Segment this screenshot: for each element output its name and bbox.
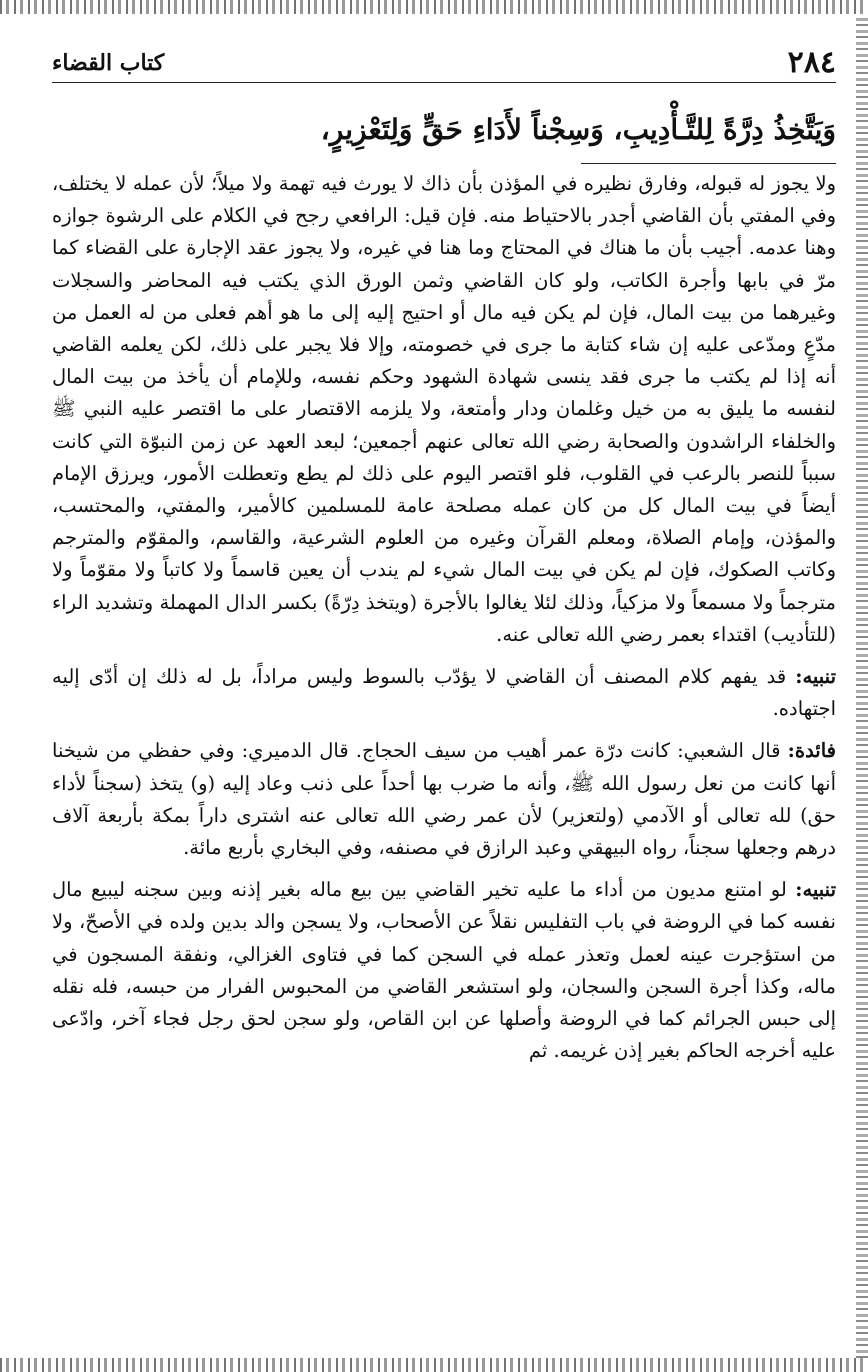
- note-paragraph-2: [52, 874, 836, 1067]
- note-text-2: لو امتنع مديون من أداء ما عليه تخير القاضي بين بيع ماله بغير إذنه وبين سجنه ليبيع مال نفسه كما في الروضة في باب التفليس نقلاً عن الأصحاب، ولا يسجن والد بدين ولده في الأصحّ، ولا من استؤجرت عينه لعمل وتعذر عمله في السجن كما في فتاوى الغزالي، ونفقة المسجون في ماله، وكذا أجرة السجن والسجان، ولو استشعر القاضي من المحبوس الفرار من حبسه، فله نقله إلى حبس الجرائم كما في الروضة وأصلها عن ابن القاص، ولو سجن لحق رجل فجاء آخر، وادّعى عليه أخرجه الحاكم بغير إذن غريمه. ثم: [52, 878, 836, 1063]
- page-number: ٢٨٤: [787, 45, 836, 80]
- note-label: تنبيه:: [795, 665, 836, 689]
- top-ornamental-border: [0, 0, 868, 14]
- benefit-label: فائدة:: [787, 739, 836, 763]
- footnote-separator: [581, 163, 836, 164]
- benefit-text: قال الشعبي: كانت درّة عمر أهيب من سيف الحجاج. قال الدميري: وفي حفظي من شيخنا أنها كانت من نعل رسول الله ﷺ، وأنه ما ضرب بها أحداً على ذنب وعاد إليه (و) يتخذ (سجناً لأداء حق) لله تعالى أو الآدمي (ولتعزير) لأن عمر رضي الله تعالى عنه اشترى داراً بمكة بأربعة آلاف درهم وجعلها سجناً، رواه البيهقي وعبد الرازق في مصنفه، وفي البخاري بأربع مائة.: [52, 739, 836, 860]
- commentary-text: ولا يجوز له قبوله، وفارق نظيره في المؤذن بأن ذاك لا يورث فيه تهمة ولا ميلاً؛ لأن عمله لا يختلف، وفي المفتي بأن القاضي أجدر بالاحتياط منه. فإن قيل: الرافعي رجح في الكلام على الرشوة جوازه وهنا عدمه. أجيب بأن ما هناك في المحتاج وما هنا في غيره، ولا يجوز عقد الإجارة على القضاء كما مرّ في بابها وأجرة الكاتب، ولو كان القاضي وثمن الورق الذي يكتب فيه المحاضر والسجلات وغيرهما من بيت المال، فإن لم يكن فيه مال أو احتيج إليه إلى ما هو أهم فعلى من له العمل من مدّعٍ ومدّعى عليه إن شاء كتابة ما جرى في خصومته، وإلا فلا يجبر على ذلك، لكن يعلمه القاضي أنه إذا لم يكتب ما جرى فقد ينسى شهادة الشهود وحكم نفسه، وللإمام أن يأخذ من بيت المال لنفسه ما يليق به من خيل وغلمان ودار وأمتعة، ولا يلزمه الاقتصار على ما اقتصر عليه النبي ﷺ والخلفاء الراشدون والصحابة رضي الله تعالى عنهم أجمعين؛ لبعد العهد عن زمن النبوّة التي كانت سبباً للنصر بالرعب في القلوب، فلو اقتصر اليوم على ذلك لم يطع وتعطلت الأمور، ويرزق الإمام أيضاً في بيت المال كل من كان عمله مصلحة عامة للمسلمين كالأمير، والمفتي، والمحتسب، والمؤذن، وإمام الصلاة، ومعلم القرآن وغيره من العلوم الشرعية، والقاسم، والمقوّم والمترجم وكاتب الصكوك، فإن لم يكن في بيت المال شيء لم يندب أن يعين قاسماً ولا كاتباً ولا مقوّماً ولا مترجماً ولا مسمعاً ولا مزكياً، وذلك لئلا يغالوا بالأجرة (ويتخذ دِرّةً) بكسر الدال المهملة وتشديد الراء (للتأديب) اقتداء بعمر رضي الله تعالى عنه.: [52, 172, 836, 646]
- matn-text: وَيَتَّخِذُ دِرَّةً لِلتَّـأْدِيبِ، وَسِجْناً لأَدَاءِ حَقٍّ وَلِتَعْزِيرٍ،: [320, 113, 836, 146]
- page-header: [52, 22, 836, 83]
- note-text: قد يفهم كلام المصنف أن القاضي لا يؤدّب بالسوط وليس مراداً، بل له ذلك إن أدّى إليه اجتهاده.: [52, 665, 836, 721]
- bottom-ornamental-border: [0, 1358, 868, 1372]
- book-title: كتاب القضاء: [52, 50, 165, 76]
- note-label-2: تنبيه:: [795, 878, 836, 902]
- right-ornamental-border: [856, 14, 868, 1358]
- page: [52, 22, 836, 1352]
- benefit-paragraph: [52, 735, 836, 864]
- commentary-paragraph: [52, 168, 836, 651]
- note-paragraph: [52, 661, 836, 725]
